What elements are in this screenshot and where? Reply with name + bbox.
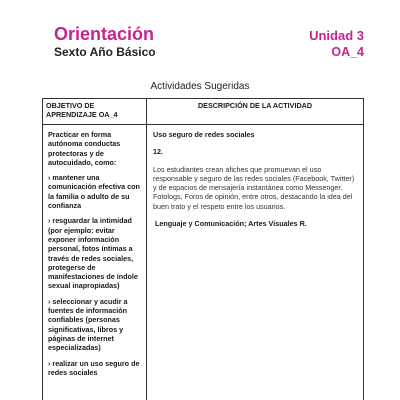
- description-cell: [147, 125, 364, 400]
- activity-table: [42, 98, 364, 400]
- objective-item-sources: › seleccionar y acudir a fuentes de información confiables (personas significativas, libros y páginas de internet especializadas): [48, 296, 128, 353]
- objective-header: OBJETIVO DE APRENDIZAJE OA_4: [43, 99, 147, 125]
- subject-title: Orientación: [54, 24, 155, 44]
- section-title: Actividades Sugeridas: [150, 81, 250, 92]
- activity-title: Uso seguro de redes sociales: [153, 130, 255, 139]
- page-header: [54, 24, 364, 64]
- description-header: DESCRIPCIÓN DE LA ACTIVIDAD: [147, 99, 364, 125]
- objective-item-privacy: › resguardar la intimidad (por ejemplo: evitar exponer información personal, fotos íntimas a través de redes sociales, protegerse de manifestaciones de índole sexual inapropiadas): [48, 216, 138, 291]
- unit-title: Unidad 3: [309, 28, 364, 43]
- table-header-row: [43, 99, 364, 125]
- activity-number: 12.: [153, 147, 163, 157]
- objective-item-communication: › mantener una comunicación efectiva con la familia o adulto de su confianza: [48, 173, 140, 211]
- grade-title: Sexto Año Básico: [54, 45, 156, 59]
- activity-subjects: Lenguaje y Comunicación; Artes Visuales R.: [155, 219, 307, 229]
- objective-cell: [43, 125, 147, 400]
- table-row: [43, 125, 364, 400]
- activity-text: Los estudiantes crean afiches que promuevan el uso responsable y seguro de las redes sociales (Facebook, Twitter) y de espacios de mensajería instantánea como Messenger. Fotologs, Foros de opinión, entre otros, destacando la idea del buen trato y el respeto entre los usuarios.: [153, 164, 355, 211]
- objective-item-social-networks: › realizar un uso seguro de redes sociales: [48, 358, 140, 377]
- objective-intro: Practicar en forma autónoma conductas protectoras y de autocuidado, como:: [48, 130, 121, 167]
- oa-title: OA_4: [331, 45, 364, 59]
